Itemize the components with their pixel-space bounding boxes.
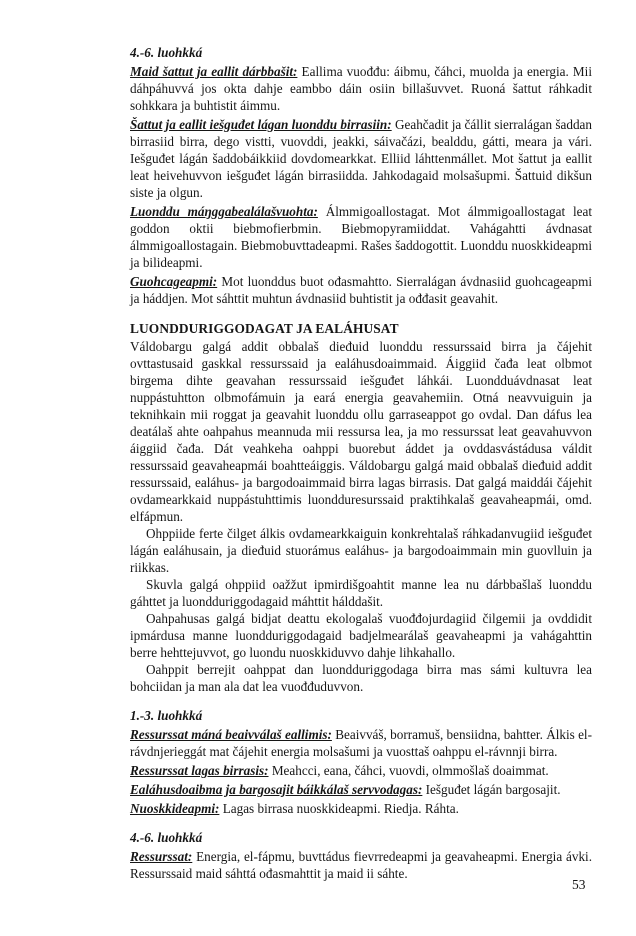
topic-lead: Ealáhusdoaibma ja bargosajit báikkálaš servvodagas: (130, 782, 423, 797)
topic-paragraph (130, 726, 592, 760)
topic-text: Iešguđet lágán bargosajit. (422, 782, 561, 797)
topic-lead: Šattut ja eallit iešguđet lágan luonddu birrasiin: (130, 117, 392, 132)
topic-lead: Maid šattut ja eallit dárbbašit: (130, 64, 298, 79)
body-paragraph: Skuvla galgá ohppiid oažžut ipmirdišgoahtit manne lea nu dárbbašlaš luonddu gáhttet ja luondduriggodagaid máhttit hálddašit. (130, 577, 592, 609)
topic-lead: Ressurssat máná beaivválaš eallimis: (130, 727, 332, 742)
grade-heading: 4.-6. luohkká (130, 45, 203, 60)
body-paragraph: Váldobargu galgá addit obbalaš dieđuid luonddu ressurssaid birra ja čájehit ovttastusaid gaskkal ressurssaid ja ealáhusdoaimmaid. Áiggiid čađa leat olbmot birgema dihte geavahan ressurssaid iešguđet láhkái. Luondduávdnasat leat nuppástuhtton olbmofámuin ja eará energia geavahemiin. Otná neavvuiguin ja teknihkain mii roggat ja geavahit luonddu ollu garraseappot go ovdal. Dan dáfus lea deatálaš ahte oahpahus meannuda mii ressursa lea, ja mo ressurssat leat geavahuvvon áiggiid čađa. Dát veahkeha oahppi buorebut áddet ja ovddasvástádusa váldit ressurssaid geavaheapmái boahtteáiggis. Váldobargu galgá maid obbalaš dieđuid addit ressurssaid, ealáhus- ja bargodoaimmaid birra lagas birrasis. Dat galgá maiddái čájehit ovdamearkkaid nuppástuhttimis luondduresurssaid praktihkalaš geavaheapmái, omd. elfápmun. (130, 339, 592, 524)
topic-paragraph (130, 116, 592, 201)
body-paragraph: Oahppit berrejit oahppat dan luondduriggodaga birra mas sámi kultuvra lea bohciidan ja man ala dat lea vuođđuduvvon. (130, 662, 592, 694)
topic-lead: Ressurssat: (130, 849, 193, 864)
topic-text: Meahcci, eana, čáhci, vuovdi, olmmošlaš doaimmat. (268, 763, 549, 778)
topic-text: Energia, el-fápmu, buvttádus fievrredeapmi ja geavaheapmi. Energia ávki. Ressurssaid maid sáhttá ođasmahttit ja maid ii sáhte. (130, 849, 592, 881)
topic-paragraph (130, 63, 592, 114)
topic-lead: Luonddu máŋggabealálašvuohta: (130, 204, 318, 219)
topic-text: Eallima vuođđu: áibmu, čáhci, muolda ja energia. Mii dáhpáhuvvá jos okta dahje eambbo dáin osiin billašuvvet. Ruoná šattut ráhkadit sohkkara ja buhtistit áimmu. (130, 64, 592, 113)
topic-paragraph (130, 203, 592, 271)
section-title: LUONDDURIGGODAGAT JA EALÁHUSAT (130, 321, 399, 336)
grade-heading: 1.-3. luohkká (130, 708, 203, 723)
topic-paragraph (130, 800, 592, 817)
topic-paragraph (130, 848, 592, 882)
body-paragraph: Ohppiide ferte čilget álkis ovdamearkkaiguin konkrehtalaš ráhkadanvugiid iešguđet lágán ealáhusain, ja dieđuid stuorámus ealáhus- ja bargodoaimmain min guovlluin ja riikkas. (130, 526, 592, 575)
topic-text: Álmmigoallostagat. Mot álmmigoallostagat leat goddon oktii biebmofierbmin. Biebmopyramiiddat. Vahágahtti ávdnasat álmmigoallostagain. Biebmobuvttadeapmi. Rašes šaddogottit. Luonddu nuoskkideapmi ja bilideapmi. (130, 204, 593, 270)
page-body (130, 44, 592, 882)
topic-lead: Guohcageapmi: (130, 274, 218, 289)
body-paragraph: Oahpahusas galgá bidjat deattu ekologalaš vuođđojurdagiid čilgemii ja ovddidit ipmárdusa manne luondduriggodagaid badjelmearálaš geavaheapmi ja vahágahttin berre hehttejuvvot, go luondu nuoskkiduvvo dahje lihkahallo. (130, 611, 592, 660)
topic-paragraph (130, 762, 592, 779)
topic-text: Geahčadit ja čállit sierralágan šaddan birrasiid birra, dego vistti, vuovddi, jeakki, sáivačázi, bealddu, gátti, meara ja vári. Iešguđet lágán šaddobáikkiid dovdomearkkat. Elliid láhttenmállet. Mot šattut ja eallit leat heivehuvvon iešguđet lágán birrasiidda. Jahkodagaid molsašupmi. Šattuid dikšun siste ja olgun. (130, 117, 592, 200)
topic-text: Lagas birrasa nuoskkideapmi. Riedja. Ráhta. (219, 801, 459, 816)
topic-paragraph (130, 781, 592, 798)
grade-heading: 4.-6. luohkká (130, 830, 203, 845)
topic-lead: Ressurssat lagas birrasis: (130, 763, 269, 778)
topic-paragraph (130, 273, 592, 307)
topic-lead: Nuoskkideapmi: (130, 801, 220, 816)
topic-text: Beaivváš, borramuš, bensiidna, bahtter. Álkis el-rávdnjerieggát mat čájehit energia molsašumi ja vuosttaš oahppu el-rávnnji birra. (130, 727, 592, 759)
page-number: 53 (572, 877, 586, 892)
topic-text: Mot luonddus buot ođasmahtto. Sierralágan ávdnasiid guohcageapmi ja háddjen. Mot sáhttit muhtun ávdnasiid buhtistit ja ođđasit geavahit. (130, 274, 592, 306)
